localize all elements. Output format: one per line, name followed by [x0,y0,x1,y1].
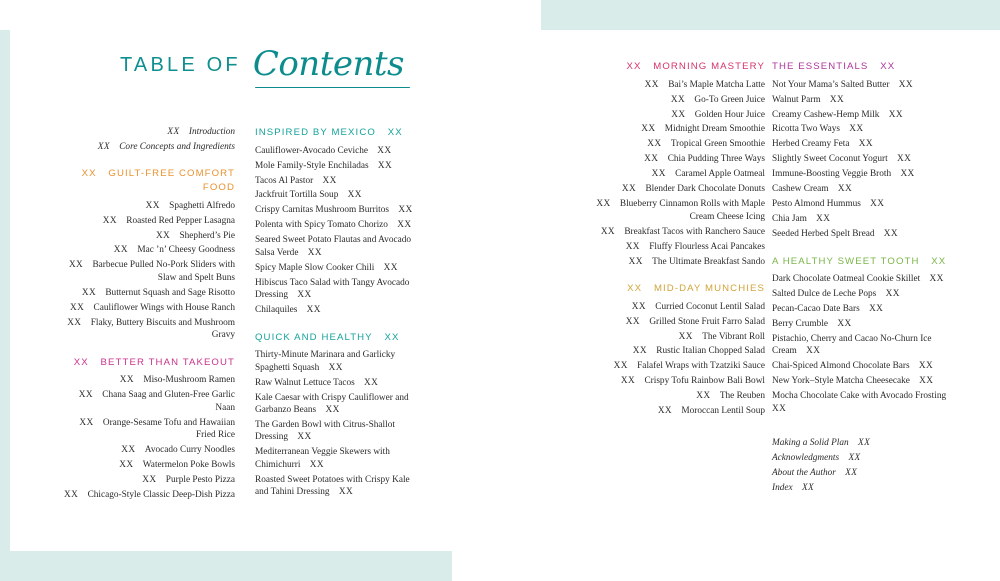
toc-entry[interactable] [772,79,957,91]
toc-entry-page: XX [102,215,117,226]
toc-entry-page: XX [670,94,686,105]
toc-entry-title: Slightly Sweet Coconut Yogurt [772,154,888,165]
toc-entry[interactable] [60,200,235,212]
page-title [120,40,404,84]
toc-entry[interactable] [595,375,765,387]
toc-entry-page: XX [78,390,93,401]
toc-entry-title: Purple Pesto Pizza [165,474,235,485]
toc-entry[interactable] [595,109,765,121]
toc-entry[interactable] [595,168,765,180]
toc-entry-title: Chilaquiles [255,305,298,316]
toc-entry[interactable] [772,213,957,225]
toc-entry[interactable] [772,303,957,315]
toc-entry-title: Tropical Green Smoothie [670,139,765,150]
toc-entry-title: Spicy Maple Slow Cooker Chili [255,262,375,273]
toc-entry[interactable] [772,333,957,358]
toc-entry-title: Go-To Green Juice [694,94,765,105]
toc-entry-page: XX [142,474,157,485]
toc-entry[interactable] [595,138,765,150]
toc-entry-page: XX [600,226,616,237]
toc-entry-page: XX [858,139,873,150]
toc-entry-page: XX [845,468,858,479]
toc-entry[interactable] [255,219,420,231]
toc-entry-title: Polenta with Spicy Tomato Chorizo [255,220,388,231]
toc-entry-page: XX [68,260,84,271]
toc-entry-page: XX [806,346,821,357]
toc-entry-page: XX [644,79,659,90]
toc-entry[interactable] [772,168,957,180]
toc-entry-page: XX [97,141,110,152]
toc-entry-title: Miso-Mushroom Ramen [143,375,235,386]
toc-entry-page: XX [657,406,673,417]
toc-entry-title: Tacos Al Pastor [255,175,314,186]
decorative-mint-strip-left [0,30,10,551]
toc-entry-title: Blender Dark Chocolate Donuts [645,184,765,195]
toc-entry[interactable] [60,459,235,471]
toc-section-heading-label: INSPIRED BY MEXICO [255,127,376,138]
toc-entry-page: XX [869,304,884,315]
toc-entry-title: Cashew Cream [772,184,829,195]
toc-entry-title: The Garden Bowl with Citrus-Shallot Dressing [255,419,395,443]
toc-entry-page: XX [145,200,160,211]
toc-entry-page: XX [613,361,628,372]
toc-entry-title: Moroccan Lentil Soup [681,406,765,417]
toc-entry[interactable] [595,331,765,343]
toc-entry-title: Seared Sweet Potato Flautas and Avocado Salsa Verde [255,235,412,258]
toc-entry-title: Golden Hour Juice [694,109,765,120]
toc-section-heading[interactable] [772,255,957,269]
toc-entry[interactable] [772,467,957,479]
toc-entry-title: Chia Jam [772,214,807,225]
toc-entry[interactable] [595,198,765,223]
toc-section-heading-page: XX [384,331,400,343]
toc-entry-title: New York–Style Matcha Cheesecake [772,376,910,387]
toc-entry-page: XX [829,94,845,105]
toc-entry-page: XX [837,184,853,195]
toc-section-heading-label: THE ESSENTIALS [772,61,869,72]
toc-section-heading[interactable] [255,126,420,140]
toc-entry[interactable] [255,145,420,157]
toc-section-heading[interactable] [60,356,235,370]
toc-entry-title: Roasted Red Pepper Lasagna [126,215,235,226]
toc-section-heading[interactable] [772,60,957,74]
toc-entry-page: XX [121,445,136,456]
toc-entry[interactable] [255,160,420,172]
toc-entry-title: Cauliflower Wings with House Ranch [93,302,235,313]
toc-entry[interactable] [772,109,957,121]
toc-entry-page: XX [631,301,646,312]
toc-column-right [772,60,957,497]
toc-entry-page: XX [322,175,337,186]
toc-entry-page: XX [888,109,903,120]
toc-column-mid-left [255,126,420,501]
toc-section-heading-page: XX [880,61,896,72]
toc-entry-page: XX [81,287,97,298]
toc-entry-title: Berry Crumble [772,319,829,330]
toc-entry-page: XX [383,262,398,273]
toc-entry-page: XX [897,154,912,165]
toc-entry-page: XX [79,417,94,428]
toc-entry-title: About the Author [772,468,836,479]
decorative-mint-block-bottom-left [0,551,452,581]
toc-section-heading-page: XX [626,61,642,72]
toc-entry[interactable] [255,204,420,216]
toc-entry[interactable] [60,417,235,442]
toc-entry-title: Crispy Carnitas Mushroom Burritos [255,205,390,216]
toc-entry-page: XX [325,404,340,415]
toc-entry[interactable] [255,234,420,259]
toc-entry-page: XX [309,459,324,470]
toc-entry-page: XX [328,362,343,373]
toc-entry-page: XX [678,331,693,342]
toc-entry-page: XX [696,391,711,402]
toc-entry-title: Barbecue Pulled No-Pork Sliders with Slaw and Spelt Buns [92,260,235,283]
toc-entry-page: XX [67,317,82,328]
toc-entry[interactable] [255,189,420,201]
toc-entry-page: XX [364,377,379,388]
page-title-contents: Contents [252,44,404,84]
toc-entry-page: XX [167,127,180,137]
toc-entry[interactable] [255,277,420,302]
toc-entry-title: The Vibrant Roll [702,331,765,342]
toc-section-heading-page: XX [81,168,97,180]
toc-section-heading-page: XX [73,356,89,368]
toc-entry[interactable] [772,138,957,150]
toc-entry-title: Ricotta Two Ways [772,124,840,135]
toc-entry-page: XX [772,403,787,414]
toc-entry-page: XX [596,199,611,210]
toc-entry-title: Pesto Almond Hummus [772,199,861,210]
toc-entry-page: XX [347,190,362,201]
toc-entry[interactable] [255,419,420,444]
toc-entry[interactable] [772,94,957,106]
toc-entry-title: Blueberry Cinnamon Rolls with Maple Cream Cheese Icing [619,199,765,222]
toc-entry-title: Jackfruit Tortilla Soup [255,190,339,201]
toc-entry[interactable] [772,482,957,494]
toc-entry-title: Grilled Stone Fruit Farro Salad [649,316,765,327]
toc-entry-title: Creamy Cashew-Hemp Milk [772,109,880,120]
toc-entry-title: Dark Chocolate Oatmeal Cookie Skillet [772,274,921,285]
toc-entry-title: Pecan-Cacao Date Bars [772,304,860,315]
toc-entry[interactable] [772,288,957,300]
toc-entry-title: Seeded Herbed Spelt Bread [772,229,875,240]
toc-entry[interactable] [60,287,235,299]
toc-entry[interactable] [595,94,765,106]
toc-entry[interactable] [772,318,957,330]
toc-entry-page: XX [671,109,686,120]
toc-back-matter [772,437,957,494]
toc-entry[interactable] [60,141,235,153]
toc-entry[interactable] [772,390,957,415]
toc-entry[interactable] [60,489,235,501]
toc-entry[interactable] [772,123,957,135]
toc-entry-title: Chana Saag and Gluten-Free Garlic Naan [102,390,235,413]
toc-entry[interactable] [772,228,957,240]
toc-entry-title: Avocado Curry Noodles [144,445,235,456]
toc-entry-title: Cauliflower-Avocado Ceviche [255,145,368,156]
toc-entry-page: XX [848,453,861,464]
toc-entry[interactable] [60,126,235,138]
toc-entry[interactable] [595,345,765,357]
toc-entry-page: XX [621,184,637,195]
toc-entry[interactable] [595,153,765,165]
toc-entry-title: Curried Coconut Lentil Salad [655,301,765,312]
toc-entry[interactable] [255,474,420,499]
toc-entry-page: XX [625,316,641,327]
toc-entry[interactable] [772,183,957,195]
toc-entry[interactable] [60,259,235,284]
toc-entry[interactable] [595,123,765,135]
toc-entry[interactable] [772,198,957,210]
toc-entry[interactable] [255,349,420,374]
toc-entry-title: Fluffy Flourless Acai Pancakes [649,241,765,252]
toc-entry-page: XX [307,247,322,258]
toc-entry-title: Walnut Parm [772,94,821,105]
toc-entry-title: Pistachio, Cherry and Cacao No-Churn Ice Cream [772,334,932,357]
toc-entry-page: XX [70,302,85,313]
toc-entry-title: Shepherd’s Pie [179,230,235,241]
toc-entry-page: XX [155,230,171,241]
decorative-mint-block-top-right [541,0,1000,30]
toc-entry[interactable] [60,215,235,227]
toc-entry-page: XX [918,361,934,372]
toc-section-heading-label: QUICK AND HEALTHY [255,331,373,343]
toc-entry[interactable] [595,390,765,402]
toc-entry-page: XX [898,79,914,90]
toc-entry-title: Herbed Creamy Feta [772,139,850,150]
toc-entry[interactable] [595,79,765,91]
toc-entry-title: Caramel Apple Oatmeal [675,169,765,180]
toc-entry-title: Immune-Boosting Veggie Broth [772,169,892,180]
toc-entry-page: XX [870,199,885,210]
toc-entry-title: Watermelon Poke Bowls [142,459,235,470]
toc-entry-title: Core Concepts and Ingredients [119,141,235,152]
toc-section-heading-page: XX [387,127,403,138]
toc-entry[interactable] [60,302,235,314]
toc-entry-page: XX [113,245,129,256]
toc-column-mid-right [595,60,765,420]
toc-entry-title: Rustic Italian Chopped Salad [656,346,765,357]
toc-entry[interactable] [772,360,957,372]
toc-entry[interactable] [595,316,765,328]
toc-entry[interactable] [60,244,235,256]
toc-entry[interactable] [595,360,765,372]
toc-entry-title: Roasted Sweet Potatoes with Crispy Kale and Tahini Dressing [255,474,410,498]
toc-entry[interactable] [60,374,235,386]
toc-entry-page: XX [929,274,944,285]
toc-section-heading-label: BETTER THAN TAKEOUT [100,356,235,368]
toc-entry[interactable] [255,392,420,417]
toc-entry[interactable] [772,437,957,449]
toc-entry[interactable] [595,301,765,313]
page-title-table-of: TABLE OF [120,54,241,76]
toc-entry-page: XX [883,229,899,240]
toc-entry-title: Kale Caesar with Crispy Cauliflower and Garbanzo Beans [255,392,409,415]
toc-entry-title: Introduction [188,127,235,137]
toc-section-heading-page: XX [931,255,947,267]
toc-entry-page: XX [620,376,636,387]
toc-entry-title: The Ultimate Breakfast Sando [652,256,765,267]
toc-entry-title: Raw Walnut Lettuce Tacos [255,377,355,388]
toc-entry-page: XX [647,139,662,150]
toc-entry[interactable] [772,273,957,285]
toc-entry[interactable] [60,444,235,456]
toc-entry-title: Midnight Dream Smoothie [664,124,765,135]
toc-entry-title: Index [772,483,793,494]
toc-entry[interactable] [595,241,765,253]
toc-entry-page: XX [306,305,321,316]
toc-entry-title: Chai-Spiced Almond Chocolate Bars [772,361,910,372]
toc-entry-page: XX [801,483,815,494]
toc-entry-title: Mocha Chocolate Cake with Avocado Frosting [772,391,947,402]
toc-entry[interactable] [595,183,765,195]
toc-entry[interactable] [255,175,420,187]
toc-entry-page: XX [397,220,412,231]
toc-entry-page: XX [628,256,643,267]
toc-entry-page: XX [625,241,640,252]
toc-entry[interactable] [595,405,765,417]
toc-entry-title: Thirty-Minute Marinara and Garlicky Spaghetti Squash [255,350,396,373]
toc-entry-page: XX [644,154,659,165]
toc-entry-title: Spaghetti Alfredo [169,200,235,211]
toc-section-heading[interactable] [595,282,765,296]
toc-entry-page: XX [858,438,871,449]
toc-entry-title: Chicago-Style Classic Deep-Dish Pizza [87,489,235,500]
toc-entry-page: XX [297,290,312,301]
toc-entry-page: XX [119,375,135,386]
toc-entry[interactable] [255,377,420,389]
toc-front-matter [60,126,235,153]
toc-section-heading[interactable] [60,167,235,194]
toc-entry-page: XX [398,205,413,216]
toc-entry-title: Butternut Squash and Sage Risotto [105,287,235,298]
toc-entry-title: Hibiscus Taco Salad with Tangy Avocado Dressing [255,277,410,301]
toc-entry[interactable] [60,474,235,486]
toc-section-heading-label: MORNING MASTERY [653,61,765,72]
toc-entry-title: Mac ’n’ Cheesy Goodness [137,245,235,256]
toc-section-heading[interactable] [255,331,420,345]
toc-entry[interactable] [595,256,765,268]
toc-entry-page: XX [919,376,934,387]
toc-entry-page: XX [641,124,656,135]
toc-entry-page: XX [651,169,666,180]
toc-entry[interactable] [255,446,420,471]
toc-section-heading-page: XX [627,283,643,294]
toc-entry[interactable] [772,375,957,387]
toc-entry[interactable] [60,317,235,342]
toc-entry-title: The Reuben [719,391,765,402]
toc-entry-title: Orange-Sesame Tofu and Hawaiian Fried Rice [102,417,235,441]
toc-section-heading[interactable] [595,60,765,74]
toc-entry[interactable] [772,452,957,464]
toc-entry-title: Crispy Tofu Rainbow Bali Bowl [644,376,765,387]
toc-entry-title: Flaky, Buttery Biscuits and Mushroom Gravy [90,317,235,341]
toc-entry-page: XX [849,124,864,135]
toc-entry-page: XX [338,487,354,498]
toc-entry-page: XX [900,169,915,180]
toc-section-heading-label: MID-DAY MUNCHIES [653,283,765,294]
toc-entry-title: Chia Pudding Three Ways [667,154,765,165]
toc-entry[interactable] [255,304,420,316]
toc-entry-page: XX [816,214,831,225]
toc-entry-page: XX [377,160,393,171]
toc-entry-page: XX [885,289,900,300]
toc-entry-title: Mole Family-Style Enchiladas [255,160,369,171]
toc-entry-title: Falafel Wraps with Tzatziki Sauce [637,361,765,372]
toc-entry[interactable] [255,262,420,274]
toc-entry-page: XX [837,319,852,330]
toc-entry-title: Not Your Mama’s Salted Butter [772,79,890,90]
toc-entry-page: XX [377,145,392,156]
toc-section-heading-label: GUILT-FREE COMFORT FOOD [108,168,235,194]
toc-entry[interactable] [595,226,765,238]
toc-entry-title: Salted Dulce de Leche Pops [772,289,877,300]
toc-entry-title: Making a Solid Plan [772,438,849,449]
toc-entry-page: XX [119,459,134,470]
toc-entry[interactable] [772,153,957,165]
toc-entry-page: XX [297,432,312,443]
toc-entry-title: Mediterranean Veggie Skewers with Chimichurri [255,447,390,470]
toc-column-left [60,126,235,504]
toc-entry-page: XX [64,489,79,500]
toc-entry-title: Acknowledgments [772,453,840,464]
toc-entry[interactable] [60,389,235,414]
toc-section-heading-label: A HEALTHY SWEET TOOTH [772,255,920,267]
toc-entry-title: Bai’s Maple Matcha Latte [668,79,765,90]
toc-entry-title: Breakfast Tacos with Ranchero Sauce [624,226,765,237]
toc-entry[interactable] [60,230,235,242]
toc-entry-page: XX [632,346,647,357]
